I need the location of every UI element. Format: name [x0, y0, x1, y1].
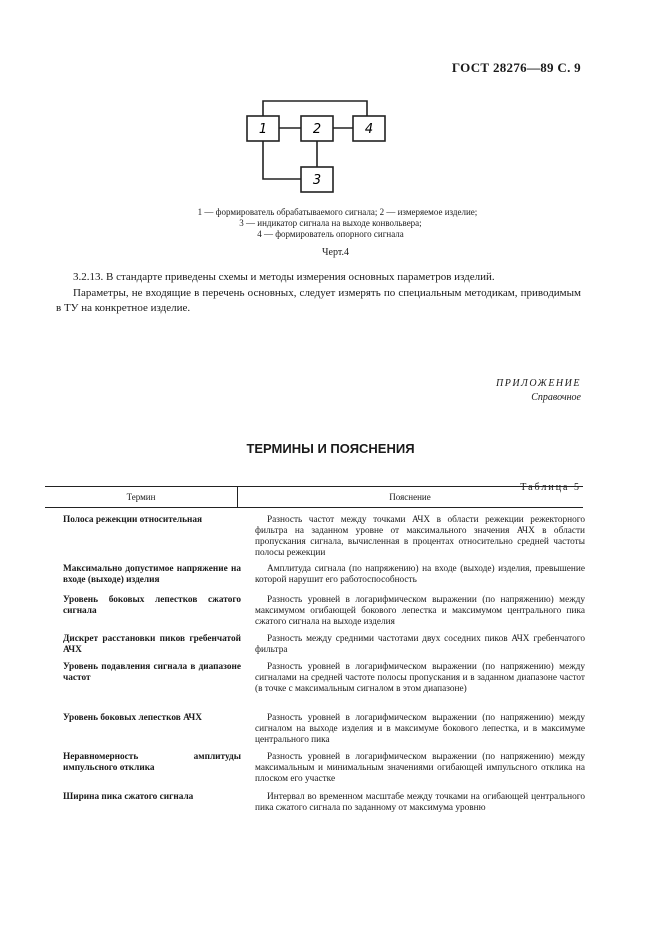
explanation-cell: Разность между средними частотами двух соседних пиков АЧХ гребенчатого фильтра	[255, 634, 585, 655]
figure-number: Черт.4	[322, 247, 349, 258]
explanation-cell: Разность уровней в логарифмическом выражении (по напряжению) между максимальным и минимальным значениями огибающей импульсного отклика на плоском его участке	[255, 752, 585, 784]
appendix-title: ПРИЛОЖЕНИЕ	[496, 378, 581, 389]
explanation-cell: Интервал во временном масштабе между точками на огибающей центрального пика сжатого сигнала по заданному от максимума уровню	[255, 792, 585, 813]
paragraph-additional: Параметры, не входящие в перечень основных, следует измерять по специальным методикам, приводимым в ТУ на конкретное изделие.	[56, 287, 581, 314]
wire-1-4	[263, 101, 367, 116]
caption-line-2: 3 — индикатор сигнала на выходе конвольвера;	[239, 218, 422, 228]
explanation-cell: Амплитуда сигнала (по напряжению) на входе (выходе) изделия, превышение которой нарушит его работоспособность	[255, 564, 585, 585]
term-cell: Полоса режекции относительная	[63, 515, 203, 525]
explanation-cell: Разность частот между точками АЧХ в области режекции режекторного фильтра на заданном уровне от максимального значения АЧХ в области пропускания сигнала, вычисленная в процентах относительно средней частоты полосы режекции	[255, 515, 585, 558]
block-diagram	[0, 0, 661, 200]
explanation-cell: Разность уровней в логарифмическом выражении (по напряжению) между максимумом огибающей бокового лепестка и максимумом центрального пика сжатого сигнала на выходе изделия	[255, 595, 585, 627]
explanation-cell: Разность уровней в логарифмическом выражении (по напряжению) между сигналом на выходе изделия и в максимуме бокового лепестка, и в максимуме центрального пика	[255, 713, 585, 745]
table-number: Таблица 5	[520, 482, 581, 493]
block-2-label: 2	[312, 122, 322, 137]
appendix-label	[496, 377, 581, 405]
section-title: ТЕРМИНЫ И ПОЯСНЕНИЯ	[246, 441, 415, 456]
figure-caption	[0, 207, 661, 240]
header-explanation: Пояснение	[389, 492, 431, 502]
table-header	[45, 486, 583, 508]
caption-line-3: 4 — формирователь опорного сигнала	[257, 229, 404, 239]
block-3-label: 3	[312, 173, 322, 188]
header-term: Термин	[126, 492, 156, 502]
caption-line-1: 1 — формирователь обрабатываемого сигнала; 2 — измеряемое изделие;	[197, 207, 478, 217]
term-cell: Ширина пика сжатого сигнала	[63, 792, 194, 802]
block-4-label: 4	[364, 122, 374, 137]
term-cell: Дискрет расстановки пиков гребенчатой АЧХ	[63, 634, 241, 655]
explanation-cell: Разность уровней в логарифмическом выражении (по напряжению) между сигналами на средней частоте полосы пропускания и в заданном диапазоне частот (в точке с максимальным сигналом в этом диапазоне)	[255, 662, 585, 694]
term-cell: Уровень боковых лепестков АЧХ	[63, 713, 202, 723]
appendix-type: Справочное	[531, 392, 581, 403]
term-cell: Неравномерность амплитуды импульсного отклика	[63, 752, 241, 773]
page-header: ГОСТ 28276—89 С. 9	[451, 60, 581, 75]
term-cell: Уровень подавления сигнала в диапазоне частот	[63, 662, 241, 683]
paragraph-3-2-13: 3.2.13. В стандарте приведены схемы и методы измерения основных параметров изделий.	[73, 271, 495, 283]
wire-1-3	[263, 141, 301, 179]
term-cell: Максимально допустимое напряжение на входе (выходе) изделия	[63, 564, 241, 585]
term-cell: Уровень боковых лепестков сжатого сигнала	[63, 595, 241, 616]
block-1-label: 1	[258, 122, 268, 137]
